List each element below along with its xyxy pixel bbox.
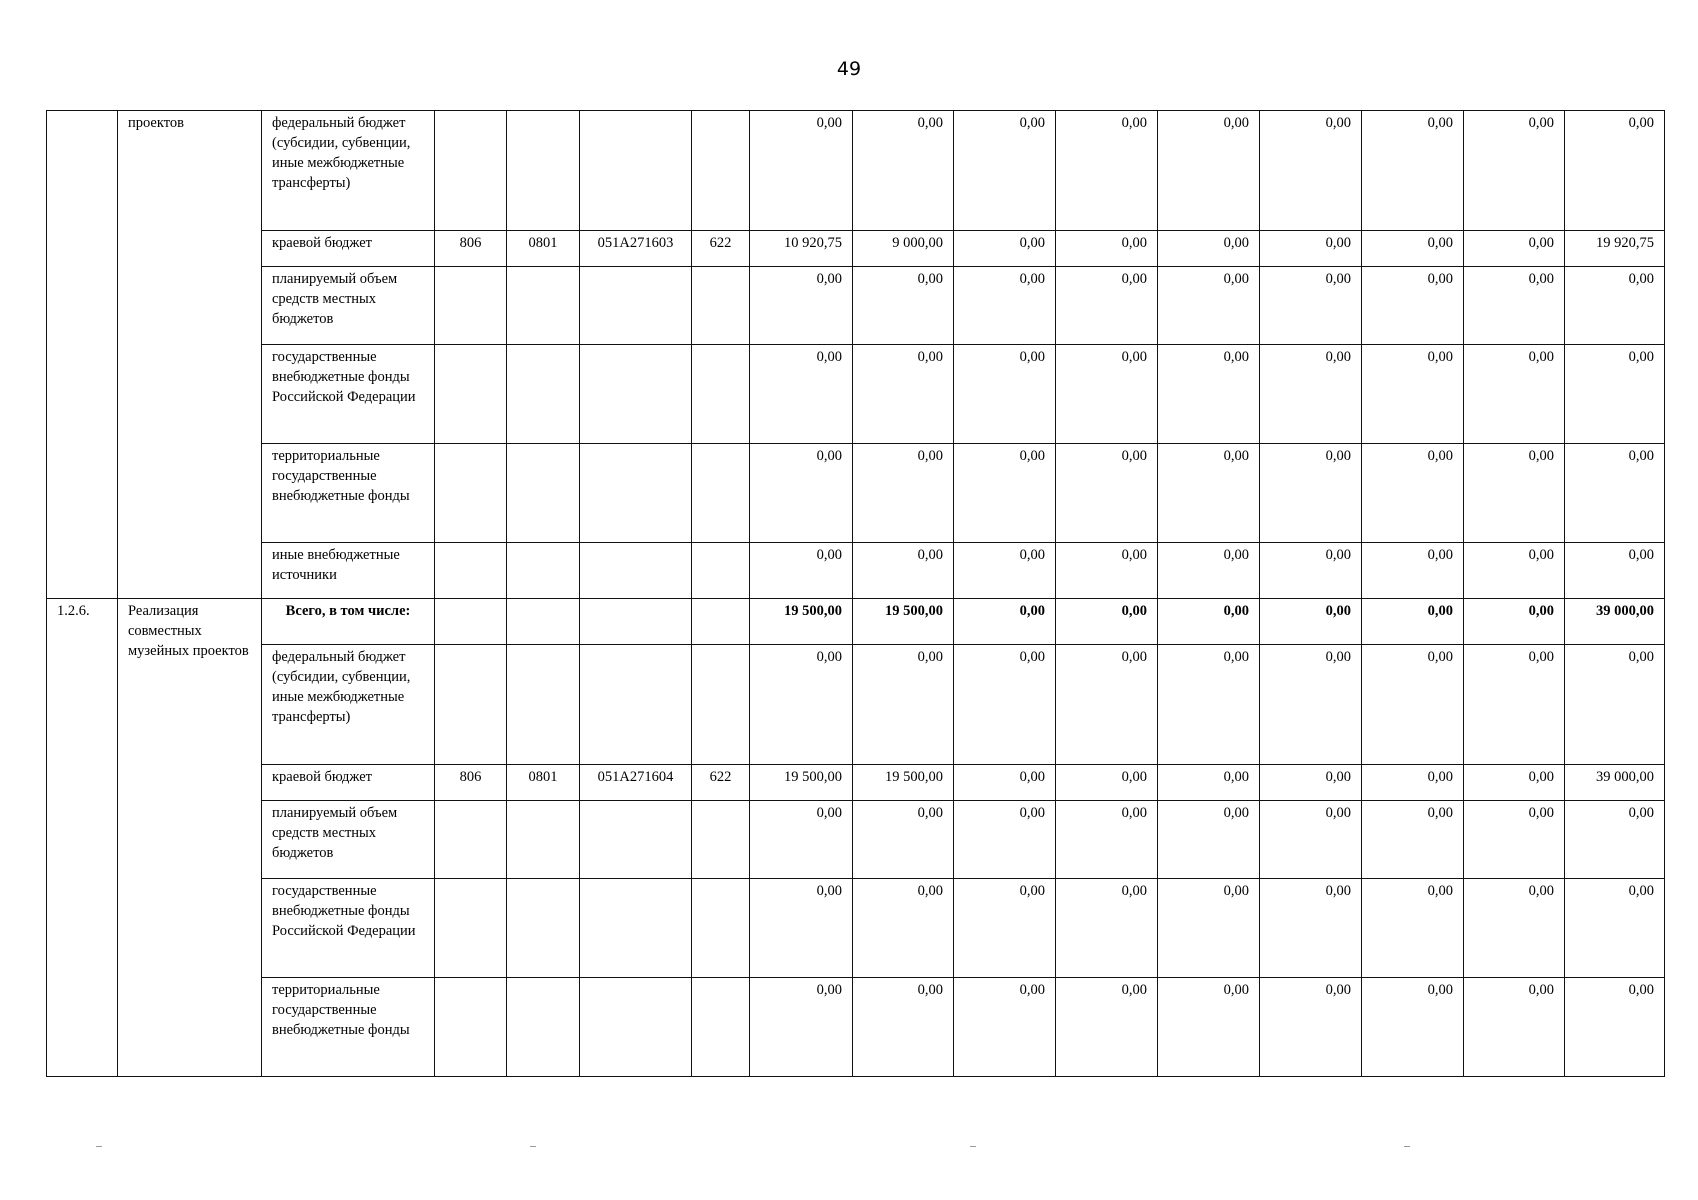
year-value-cell: 0,00	[1158, 111, 1260, 231]
expense-type-cell	[692, 444, 750, 543]
expense-type-cell	[692, 801, 750, 879]
year-value-cell: 0,00	[1464, 645, 1565, 765]
table-row	[47, 111, 1665, 231]
year-value-cell: 0,00	[1464, 801, 1565, 879]
grbs-code-cell	[435, 978, 507, 1077]
section-code-cell	[507, 543, 580, 599]
year-value-cell: 0,00	[1464, 231, 1565, 267]
year-value-cell: 0,00	[1362, 231, 1464, 267]
section-code-cell	[507, 444, 580, 543]
target-article-cell	[580, 444, 692, 543]
table-row	[47, 599, 1665, 645]
total-value-cell: 0,00	[1565, 444, 1665, 543]
year-value-cell: 19 500,00	[853, 765, 954, 801]
grbs-code-cell: 806	[435, 231, 507, 267]
year-value-cell: 0,00	[1362, 645, 1464, 765]
year-value-cell: 0,00	[1464, 267, 1565, 345]
section-code-cell	[507, 345, 580, 444]
year-value-cell: 0,00	[750, 879, 853, 978]
year-value-cell: 9 000,00	[853, 231, 954, 267]
year-value-cell: 0,00	[1362, 879, 1464, 978]
year-value-cell: 0,00	[954, 345, 1056, 444]
section-code-cell	[507, 599, 580, 645]
year-value-cell: 0,00	[1056, 345, 1158, 444]
table-row	[47, 444, 1665, 543]
year-value-cell: 0,00	[1362, 111, 1464, 231]
funding-source-cell: иные внебюджетные источники	[262, 543, 435, 599]
year-value-cell: 0,00	[1158, 444, 1260, 543]
grbs-code-cell	[435, 801, 507, 879]
year-value-cell: 0,00	[954, 543, 1056, 599]
year-value-cell: 0,00	[1260, 801, 1362, 879]
year-value-cell: 0,00	[750, 801, 853, 879]
year-value-cell: 0,00	[853, 267, 954, 345]
funding-source-cell: государственные внебюджетные фонды Российской Федерации	[262, 879, 435, 978]
year-value-cell: 0,00	[750, 444, 853, 543]
year-value-cell: 0,00	[1464, 543, 1565, 599]
year-value-cell: 0,00	[750, 543, 853, 599]
year-value-cell: 0,00	[1158, 231, 1260, 267]
grbs-code-cell	[435, 543, 507, 599]
year-value-cell: 0,00	[1056, 444, 1158, 543]
total-value-cell: 39 000,00	[1565, 599, 1665, 645]
table-row	[47, 801, 1665, 879]
year-value-cell: 0,00	[954, 879, 1056, 978]
total-value-cell: 0,00	[1565, 801, 1665, 879]
table-body	[47, 111, 1665, 1077]
total-value-cell: 0,00	[1565, 345, 1665, 444]
year-value-cell: 0,00	[1260, 267, 1362, 345]
year-value-cell: 0,00	[1158, 543, 1260, 599]
table-row	[47, 267, 1665, 345]
year-value-cell: 0,00	[853, 111, 954, 231]
target-article-cell	[580, 345, 692, 444]
page-number: 49	[836, 58, 862, 80]
year-value-cell: 0,00	[1056, 645, 1158, 765]
expense-type-cell: 622	[692, 231, 750, 267]
year-value-cell: 0,00	[1158, 765, 1260, 801]
expense-type-cell	[692, 599, 750, 645]
item-index-cell: 1.2.6.	[47, 599, 118, 1077]
year-value-cell: 0,00	[1158, 879, 1260, 978]
year-value-cell: 0,00	[1056, 879, 1158, 978]
section-code-cell	[507, 645, 580, 765]
target-article-cell	[580, 645, 692, 765]
year-value-cell: 0,00	[1362, 267, 1464, 345]
year-value-cell: 0,00	[1464, 978, 1565, 1077]
grbs-code-cell	[435, 599, 507, 645]
year-value-cell: 0,00	[1158, 267, 1260, 345]
expense-type-cell	[692, 111, 750, 231]
funding-source-cell: краевой бюджет	[262, 765, 435, 801]
item-name-cell: проектов	[118, 111, 262, 599]
table-row	[47, 231, 1665, 267]
target-article-cell	[580, 879, 692, 978]
section-code-cell: 0801	[507, 765, 580, 801]
item-name-cell: Реализация совместных музейных проектов	[118, 599, 262, 1077]
year-value-cell: 0,00	[853, 978, 954, 1077]
total-value-cell: 0,00	[1565, 978, 1665, 1077]
target-article-cell	[580, 267, 692, 345]
funding-source-cell: федеральный бюджет (субсидии, субвенции, иные межбюджетные трансферты)	[262, 111, 435, 231]
year-value-cell: 0,00	[1362, 599, 1464, 645]
year-value-cell: 0,00	[954, 645, 1056, 765]
year-value-cell: 0,00	[954, 444, 1056, 543]
section-code-cell: 0801	[507, 231, 580, 267]
grbs-code-cell	[435, 444, 507, 543]
grbs-code-cell	[435, 645, 507, 765]
funding-source-cell: территориальные государственные внебюджетные фонды	[262, 444, 435, 543]
target-article-cell	[580, 111, 692, 231]
grbs-code-cell	[435, 345, 507, 444]
funding-source-cell: государственные внебюджетные фонды Российской Федерации	[262, 345, 435, 444]
year-value-cell: 0,00	[1056, 267, 1158, 345]
year-value-cell: 0,00	[1260, 543, 1362, 599]
target-article-cell	[580, 543, 692, 599]
year-value-cell: 0,00	[750, 345, 853, 444]
expense-type-cell	[692, 879, 750, 978]
year-value-cell: 0,00	[1056, 543, 1158, 599]
budget-table	[46, 110, 1665, 1077]
year-value-cell: 0,00	[1056, 231, 1158, 267]
item-index-cell	[47, 111, 118, 599]
year-value-cell: 0,00	[1362, 444, 1464, 543]
table-row	[47, 879, 1665, 978]
total-value-cell: 0,00	[1565, 543, 1665, 599]
year-value-cell: 0,00	[954, 267, 1056, 345]
total-value-cell: 0,00	[1565, 879, 1665, 978]
table-row	[47, 543, 1665, 599]
year-value-cell: 0,00	[1260, 345, 1362, 444]
target-article-cell	[580, 599, 692, 645]
year-value-cell: 0,00	[853, 879, 954, 978]
year-value-cell: 0,00	[750, 978, 853, 1077]
target-article-cell: 051A271604	[580, 765, 692, 801]
year-value-cell: 0,00	[1260, 444, 1362, 543]
scan-mark	[970, 1146, 976, 1147]
year-value-cell: 0,00	[1362, 765, 1464, 801]
year-value-cell: 0,00	[1158, 345, 1260, 444]
year-value-cell: 10 920,75	[750, 231, 853, 267]
year-value-cell: 0,00	[1362, 801, 1464, 879]
year-value-cell: 0,00	[750, 111, 853, 231]
year-value-cell: 0,00	[1056, 111, 1158, 231]
year-value-cell: 0,00	[1260, 645, 1362, 765]
year-value-cell: 0,00	[954, 801, 1056, 879]
table-row	[47, 765, 1665, 801]
year-value-cell: 0,00	[1362, 978, 1464, 1077]
year-value-cell: 0,00	[1362, 345, 1464, 444]
funding-source-cell: планируемый объем средств местных бюджетов	[262, 801, 435, 879]
year-value-cell: 0,00	[1464, 444, 1565, 543]
scan-mark	[530, 1146, 536, 1147]
target-article-cell: 051A271603	[580, 231, 692, 267]
expense-type-cell	[692, 543, 750, 599]
target-article-cell	[580, 978, 692, 1077]
section-code-cell	[507, 267, 580, 345]
year-value-cell: 0,00	[1056, 765, 1158, 801]
year-value-cell: 0,00	[1158, 645, 1260, 765]
grbs-code-cell: 806	[435, 765, 507, 801]
year-value-cell: 0,00	[853, 444, 954, 543]
year-value-cell: 0,00	[1260, 111, 1362, 231]
funding-source-cell: краевой бюджет	[262, 231, 435, 267]
grbs-code-cell	[435, 879, 507, 978]
grbs-code-cell	[435, 267, 507, 345]
section-code-cell	[507, 978, 580, 1077]
total-value-cell: 0,00	[1565, 267, 1665, 345]
total-value-cell: 39 000,00	[1565, 765, 1665, 801]
year-value-cell: 0,00	[1464, 345, 1565, 444]
year-value-cell: 0,00	[853, 801, 954, 879]
expense-type-cell	[692, 978, 750, 1077]
year-value-cell: 0,00	[954, 231, 1056, 267]
year-value-cell: 0,00	[750, 267, 853, 345]
year-value-cell: 0,00	[1464, 879, 1565, 978]
grbs-code-cell	[435, 111, 507, 231]
funding-source-cell: Всего, в том числе:	[262, 599, 435, 645]
year-value-cell: 19 500,00	[853, 599, 954, 645]
funding-source-cell: территориальные государственные внебюджетные фонды	[262, 978, 435, 1077]
scan-mark	[96, 1146, 102, 1147]
year-value-cell: 0,00	[1056, 801, 1158, 879]
expense-type-cell	[692, 645, 750, 765]
funding-source-cell: планируемый объем средств местных бюджетов	[262, 267, 435, 345]
year-value-cell: 0,00	[1362, 543, 1464, 599]
year-value-cell: 0,00	[954, 111, 1056, 231]
year-value-cell: 19 500,00	[750, 599, 853, 645]
section-code-cell	[507, 879, 580, 978]
year-value-cell: 0,00	[853, 543, 954, 599]
table-row	[47, 978, 1665, 1077]
total-value-cell: 0,00	[1565, 111, 1665, 231]
year-value-cell: 0,00	[954, 765, 1056, 801]
year-value-cell: 0,00	[1260, 978, 1362, 1077]
expense-type-cell: 622	[692, 765, 750, 801]
year-value-cell: 0,00	[1056, 599, 1158, 645]
total-value-cell: 0,00	[1565, 645, 1665, 765]
expense-type-cell	[692, 267, 750, 345]
year-value-cell: 0,00	[1056, 978, 1158, 1077]
section-code-cell	[507, 801, 580, 879]
year-value-cell: 0,00	[1260, 231, 1362, 267]
year-value-cell: 0,00	[1464, 111, 1565, 231]
year-value-cell: 0,00	[954, 978, 1056, 1077]
year-value-cell: 0,00	[1158, 599, 1260, 645]
year-value-cell: 0,00	[1260, 599, 1362, 645]
year-value-cell: 0,00	[853, 645, 954, 765]
year-value-cell: 0,00	[1260, 879, 1362, 978]
target-article-cell	[580, 801, 692, 879]
year-value-cell: 0,00	[750, 645, 853, 765]
year-value-cell: 0,00	[1260, 765, 1362, 801]
section-code-cell	[507, 111, 580, 231]
table-row	[47, 345, 1665, 444]
year-value-cell: 0,00	[1158, 801, 1260, 879]
year-value-cell: 0,00	[853, 345, 954, 444]
table-row	[47, 645, 1665, 765]
total-value-cell: 19 920,75	[1565, 231, 1665, 267]
funding-source-cell: федеральный бюджет (субсидии, субвенции, иные межбюджетные трансферты)	[262, 645, 435, 765]
year-value-cell: 19 500,00	[750, 765, 853, 801]
year-value-cell: 0,00	[1464, 765, 1565, 801]
expense-type-cell	[692, 345, 750, 444]
year-value-cell: 0,00	[1464, 599, 1565, 645]
scan-mark	[1404, 1146, 1410, 1147]
year-value-cell: 0,00	[1158, 978, 1260, 1077]
year-value-cell: 0,00	[954, 599, 1056, 645]
